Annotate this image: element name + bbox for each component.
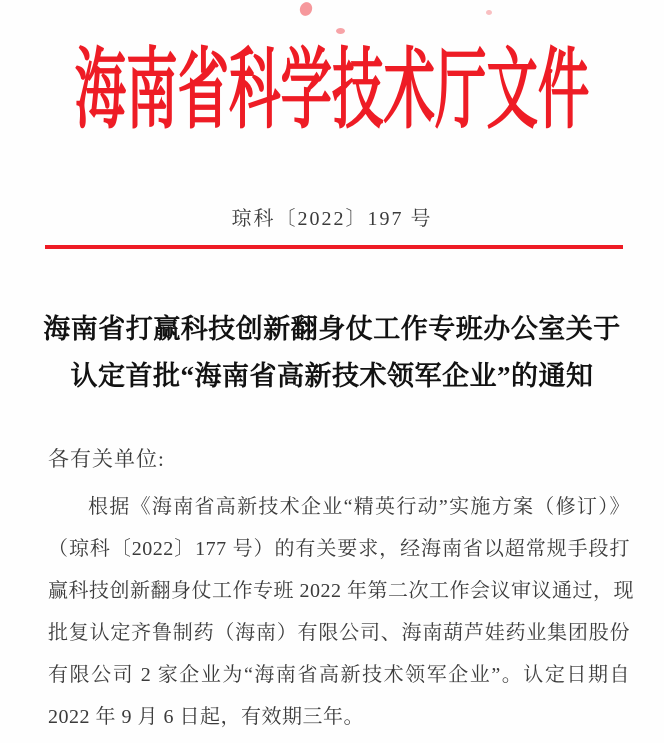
letterhead-title: 海南省科学技术厅文件	[74, 43, 590, 140]
document-title-line-2: 认定首批“海南省高新技术领军企业”的通知	[70, 361, 594, 391]
body-line: 批复认定齐鲁制药（海南）有限公司、海南葫芦娃药业集团股份	[48, 622, 630, 644]
document-title	[18, 306, 646, 400]
salutation: 各有关单位:	[48, 447, 165, 471]
body-paragraph	[48, 486, 634, 738]
red-divider-rule	[45, 245, 623, 249]
body-line: 有限公司 2 家企业为“海南省高新技术领军企业”。认定日期自	[48, 664, 630, 686]
body-line: 赢科技创新翻身仗工作专班 2022 年第二次工作会议审议通过，现	[48, 580, 634, 602]
scan-artifact	[298, 0, 314, 17]
document-number: 琼科〔2022〕197 号	[231, 208, 433, 230]
body-line: 根据《海南省高新技术企业“精英行动”实施方案（修订）》	[88, 496, 630, 518]
scan-artifact	[486, 10, 492, 15]
scan-artifact	[336, 28, 345, 34]
document-title-line-1: 海南省打赢科技创新翻身仗工作专班办公室关于	[43, 314, 621, 344]
body-line: （琼科〔2022〕177 号）的有关要求，经海南省以超常规手段打	[48, 538, 630, 560]
body-line: 2022 年 9 月 6 日起，有效期三年。	[48, 706, 364, 728]
letterhead	[0, 42, 664, 142]
